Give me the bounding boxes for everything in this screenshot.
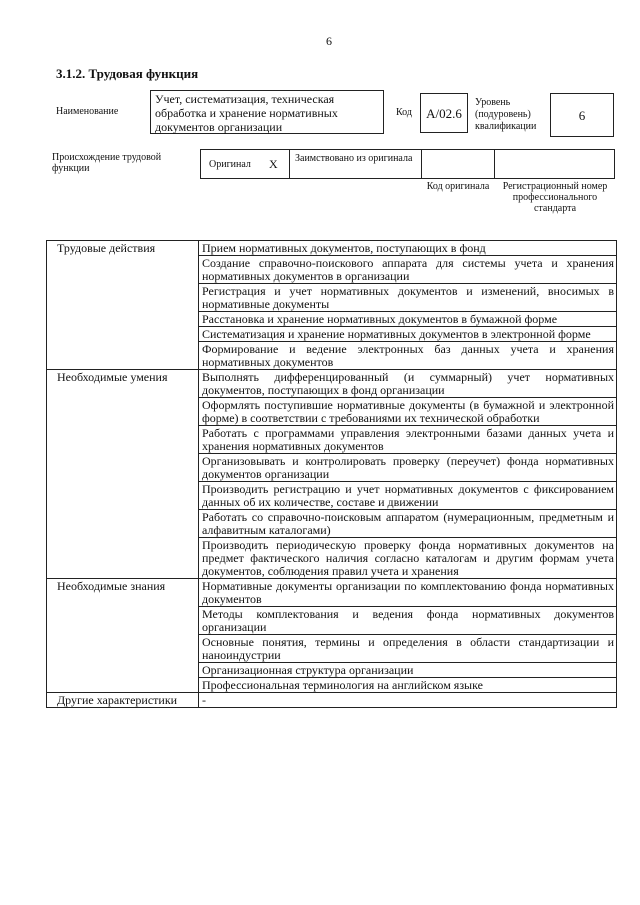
section-label: Другие характеристики (47, 693, 199, 708)
section-item: Расстановка и хранение нормативных документов в бумажной форме (199, 312, 617, 327)
section-item: Прием нормативных документов, поступающих в фонд (199, 241, 617, 256)
level-value: 6 (550, 93, 614, 137)
divider (494, 150, 495, 178)
original-label: Оригинал (209, 159, 251, 170)
section-item: Работать с программами управления электронными базами данных учета и хранения нормативных документов (199, 426, 617, 454)
section-item: Производить периодическую проверку фонда нормативных документов на предмет фактического наличия согласно каталогам и другим формам учета документов, соблюдения правил учета и хранения (199, 538, 617, 579)
section-title: 3.1.2. Трудовая функция (56, 66, 199, 81)
section-item: Выполнять дифференцированный (и суммарный) учет нормативных документов, поступающих в фонд организации (199, 370, 617, 398)
section-item: Основные понятия, термины и определения в области стандартизации и наноиндустрии (199, 635, 617, 663)
section-item: - (199, 693, 617, 708)
section-item: Формирование и ведение электронных баз данных учета и хранения нормативных документов (199, 342, 617, 370)
table-row (47, 370, 617, 398)
origin-label: Происхождение трудовой функции (52, 152, 162, 174)
code-caption: Код оригинала (426, 181, 490, 192)
original-mark: X (269, 157, 278, 171)
code-value: A/02.6 (420, 93, 468, 133)
code-label: Код (396, 107, 412, 118)
reg-caption: Регистрационный номер профессионального стандарта (502, 181, 608, 214)
section-item: Методы комплектования и ведения фонда нормативных документов организации (199, 607, 617, 635)
name-label: Наименование (56, 106, 119, 117)
section-item: Профессиональная терминология на английском языке (199, 678, 617, 693)
section-item: Работать со справочно-поисковым аппаратом (нумерационным, предметным и алфавитным каталогами) (199, 510, 617, 538)
level-label: Уровень (подуровень) квалификации (475, 97, 537, 132)
section-item: Оформлять поступившие нормативные документы (в бумажной и электронной форме) в соответствии с требованиями их технической обработки (199, 398, 617, 426)
section-item: Регистрация и учет нормативных документов и изменений, вносимых в нормативные документы (199, 284, 617, 312)
origin-box (200, 149, 615, 179)
page-number: 6 (326, 34, 332, 48)
section-item: Организовывать и контролировать проверку (переучет) фонда нормативных документов организации (199, 454, 617, 482)
section-item: Производить регистрацию и учет нормативных документов с фиксированием данных об их количестве, составе и движении (199, 482, 617, 510)
divider (289, 150, 290, 178)
section-label: Трудовые действия (47, 241, 199, 370)
table-row (47, 693, 617, 708)
function-table (46, 240, 617, 708)
section-item: Нормативные документы организации по комплектованию фонда нормативных документов (199, 579, 617, 607)
section-item: Организационная структура организации (199, 663, 617, 678)
borrowed-label: Заимствовано из оригинала (295, 153, 413, 164)
function-name: Учет, систематизация, техническая обработка и хранение нормативных документов организации (150, 90, 384, 134)
section-item: Создание справочно-поискового аппарата для системы учета и хранения нормативных документов в организации (199, 256, 617, 284)
table-row (47, 241, 617, 256)
divider (421, 150, 422, 178)
table-row (47, 579, 617, 607)
section-item: Систематизация и хранение нормативных документов в электронной форме (199, 327, 617, 342)
section-label: Необходимые умения (47, 370, 199, 579)
section-label: Необходимые знания (47, 579, 199, 693)
